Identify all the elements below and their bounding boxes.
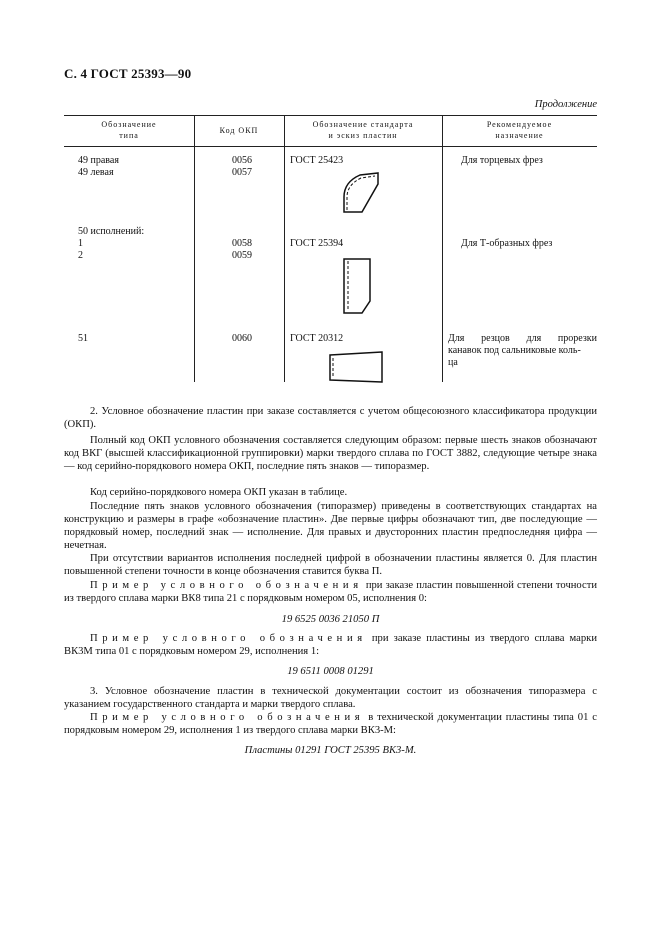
column-header-purpose: Рекомендуемое назначение	[486, 120, 553, 140]
row-purpose: Для резцов для прорезки канавок под сальниковые коль- ца	[448, 333, 597, 368]
row-type: 50 исполнений: 1 2	[78, 226, 145, 261]
row-type: 49 правая 49 левая	[78, 155, 119, 178]
trapezoid-plate-icon	[326, 349, 386, 385]
example-code-2: 19 6511 0008 01291	[287, 666, 374, 677]
rect-plate-icon	[340, 255, 376, 317]
row-purpose: Для Т-образных фрез	[461, 238, 553, 249]
row-type: 51	[78, 333, 88, 344]
column-header-standard: Обозначение стандарта и эскиз пластин	[312, 120, 414, 140]
row-okp-code: 0056 0057	[232, 155, 252, 178]
table-col-divider	[194, 146, 195, 382]
row-okp-code: 0060	[232, 333, 252, 344]
paragraph-2: 2. Условное обозначение пластин при заказе составляется с учетом общесоюзного классификатора продукции (ОКП).	[64, 406, 597, 430]
example-paragraph-3: Пример условного обозначения в технической документации пластины типа 01 с порядковым номером 29, исполнения 1 из твердого сплава марки ВК3-М:	[64, 712, 597, 736]
column-header-type: Обозначение типа	[101, 120, 157, 140]
example-paragraph-2: Пример условного обозначения при заказе пластины из твердого сплава марки ВК3М типа 01 с порядковым номером 29, исполнения 1:	[64, 633, 597, 657]
paragraph-typesize: Последние пять знаков условного обозначения (типоразмер) приведены в соответствующих стандартах на конструкцию и размеры в графе «обозначение пластин». Две первые цифры обозначают тип, две последующие — порядковый номер, последний знак — исполнение. Для правых и двусторонних пластин предпоследняя цифра — нечетная.	[64, 501, 597, 551]
page-header: С. 4 ГОСТ 25393—90	[64, 66, 192, 81]
example-code-3: Пластины 01291 ГОСТ 25395 ВК3-М.	[244, 745, 417, 756]
row-standard: ГОСТ 25394	[290, 238, 344, 249]
example-paragraph-1: Пример условного обозначения при заказе пластин повышенной степени точности из твердого сплава марки ВК8 типа 21 с порядковым номером 05, исполнения 0:	[64, 580, 597, 604]
table-top-rule	[64, 115, 597, 116]
example-label: Пример условного обозначения	[90, 633, 367, 644]
example-code-1: 19 6525 0036 21050 П	[281, 614, 380, 625]
example-label: Пример условного обозначения	[90, 712, 365, 723]
row-standard: ГОСТ 25423	[290, 155, 344, 166]
continuation-label: Продолжение	[534, 99, 597, 110]
table-col-divider	[442, 146, 443, 382]
paragraph-serial-code: Код серийно-порядкового номера ОКП указан в таблице.	[90, 487, 348, 498]
table-col-divider	[284, 146, 285, 382]
row-standard: ГОСТ 20312	[290, 333, 344, 344]
paragraph-3: 3. Условное обозначение пластин в технической документации состоит из обозначения типоразмера с указанием государственного стандарта и марки твердого сплава.	[64, 686, 597, 710]
example-label: Пример условного обозначения	[90, 580, 363, 591]
table-header-rule	[64, 146, 597, 147]
paragraph-variants: При отсутствии вариантов исполнения последней цифрой в обозначении пластины является 0. Для пластин повышенной степени точности в конце обозначения ставится буква П.	[64, 553, 597, 577]
column-header-okp: Код ОКП	[219, 126, 259, 135]
row-purpose: Для торцевых фрез	[461, 155, 543, 166]
paragraph-okp-structure: Полный код ОКП условного обозначения составляется следующим образом: первые шесть знаков обозначают код ВКГ (высшей классификационной группировки) марки твердого сплава по ГОСТ 3882, следующие четыре знака — код серийно-порядкового номера ОКП, последние пять знаков — типоразмер.	[64, 435, 597, 472]
curved-plate-icon	[338, 170, 384, 216]
row-okp-code: 0058 0059	[232, 238, 252, 261]
